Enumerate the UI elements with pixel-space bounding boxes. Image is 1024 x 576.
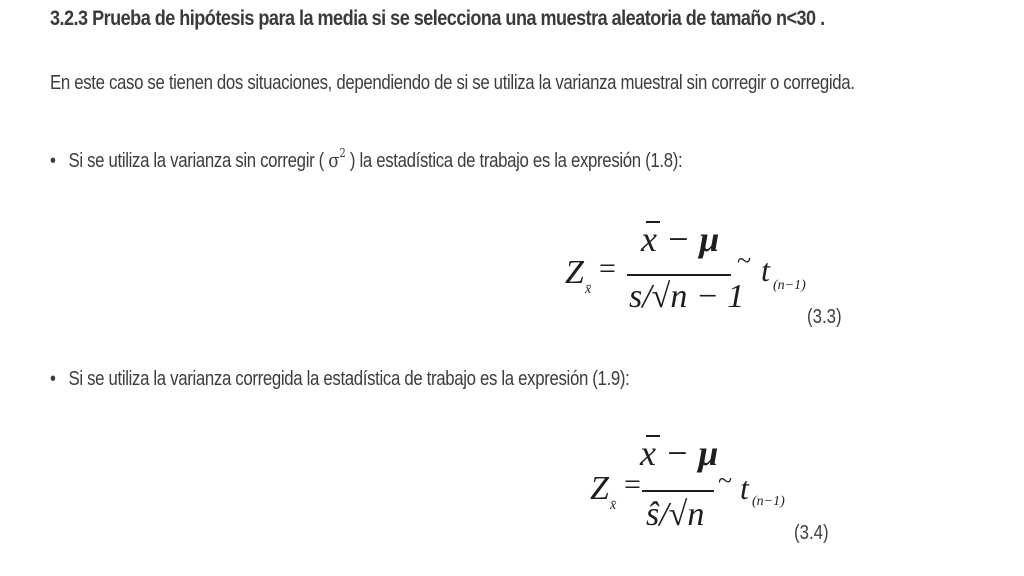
bullet-dot: • xyxy=(50,368,56,390)
intro-paragraph: En este caso se tienen dos situaciones, dependiendo de si se utiliza la varianza muestral sin corregir o corregida. xyxy=(50,72,855,94)
equals-sign: = xyxy=(599,252,616,285)
equation-number: (3.3) xyxy=(807,306,842,328)
formula-lhs: Z xyxy=(565,254,584,291)
formula-lhs: Z xyxy=(590,470,609,507)
distribution-symbol: t xyxy=(740,470,749,506)
formula-3-3 xyxy=(565,208,865,338)
distribution-symbol: t xyxy=(761,252,770,288)
formula-denominator: ŝ/√n xyxy=(646,496,705,533)
equation-number: (3.4) xyxy=(794,522,829,544)
bullet-item-uncorrected xyxy=(50,148,682,173)
fraction-line xyxy=(642,490,714,492)
section-heading: 3.2.3 Prueba de hipótesis para la media si se selecciona una muestra aleatoria de tamaño n<30 . xyxy=(50,7,825,30)
bullet-dot: • xyxy=(50,150,56,172)
tilde-symbol: ~ xyxy=(718,466,733,495)
tilde-symbol: ~ xyxy=(737,246,752,275)
distribution-subscript: (n−1) xyxy=(773,278,806,293)
formula-numerator: x − μ xyxy=(641,219,720,259)
formula-denominator: s/√n − 1 xyxy=(629,278,745,315)
bullet-text-before: Si se utiliza la varianza sin corregir ( xyxy=(68,150,324,172)
formula-3-4 xyxy=(590,430,850,550)
bullet-text: Si se utiliza la varianza corregida la estadística de trabajo es la expresión (1.9): xyxy=(68,368,630,390)
bullet-text-after: ) la estadística de trabajo es la expresión (1.8): xyxy=(349,150,683,172)
bullet-item-corrected xyxy=(50,368,630,391)
equals-sign: = xyxy=(624,468,641,501)
distribution-subscript: (n−1) xyxy=(752,494,785,509)
sigma-symbol: $\sigma^2$ xyxy=(328,146,346,172)
formula-lhs-subscript: x̄ xyxy=(610,498,617,513)
fraction-line xyxy=(627,274,731,276)
formula-numerator: x − μ xyxy=(640,433,719,473)
formula-lhs-subscript: x̄ xyxy=(585,282,592,297)
